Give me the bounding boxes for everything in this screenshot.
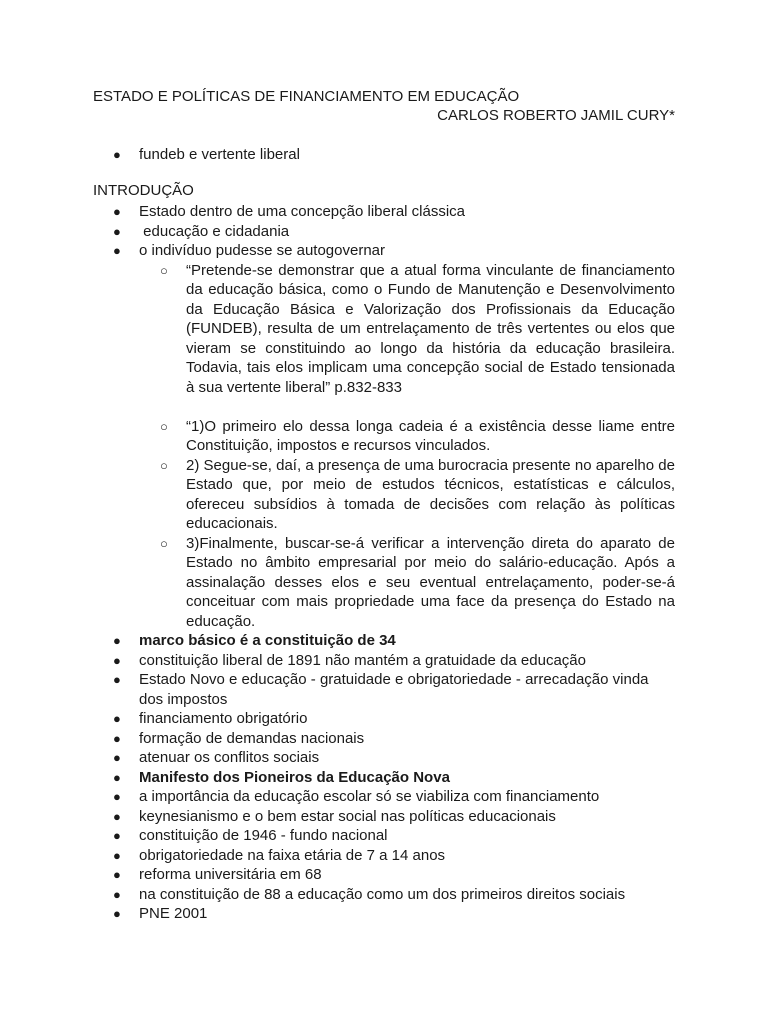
sub-bullet-icon: ○ xyxy=(160,262,168,278)
sub-bullet-icon: ○ xyxy=(160,535,168,551)
list-item xyxy=(93,709,675,729)
list-item-text: Estado dentro de uma concepção liberal clássica xyxy=(139,203,466,220)
list-item xyxy=(93,202,675,222)
list-item xyxy=(93,670,675,709)
list-item-text: atenuar os conflitos sociais xyxy=(139,749,320,766)
bullet-icon: ● xyxy=(113,223,121,239)
document-author: CARLOS ROBERTO JAMIL CURY* xyxy=(437,107,675,124)
list-item-text: reforma universitária em 68 xyxy=(139,866,322,883)
quote-text: 3)Finalmente, buscar-se-á verificar a intervenção direta do aparato de Estado no âmbito empresarial por meio do salário-educação. Após a assinalação desses elos e seu eventual entrelaçamento, poder-se-á conceituar com mais propriedade uma face da presença do Estado na educação. xyxy=(186,534,675,630)
list-item xyxy=(93,631,675,651)
bullet-icon: ● xyxy=(113,243,121,258)
list-item-text: financiamento obrigatório xyxy=(139,710,308,727)
list-item xyxy=(93,904,675,924)
list-item xyxy=(93,241,675,261)
bullet-icon: ● xyxy=(113,906,121,921)
blank-line xyxy=(93,397,675,417)
bullet-icon: ● xyxy=(113,847,121,863)
quote-text: 2) Segue-se, daí, a presença de uma burocracia presente no aparelho de Estado que, por meio de estudos técnicos, estatísticas e cálculos, ofereceu subsídios à tomada de decisões com relação às políticas educacionais. xyxy=(186,456,675,532)
quote-text: “1)O primeiro elo dessa longa cadeia é a existência desse liame entre Constituição, impostos e recursos vinculados. xyxy=(186,417,675,454)
top-bullet-list xyxy=(93,145,683,165)
list-item xyxy=(93,145,683,165)
list-item xyxy=(93,885,675,905)
list-item xyxy=(93,807,675,827)
quote-item xyxy=(93,261,675,398)
list-item-text: Estado Novo e educação - gratuidade e obrigatoriedade - arrecadação vinda dos impostos xyxy=(139,671,649,708)
bullet-icon: ● xyxy=(113,789,121,804)
list-item-text: educação e cidadania xyxy=(139,222,290,240)
list-item-text: fundeb e vertente liberal xyxy=(139,146,300,163)
list-item xyxy=(93,748,675,768)
bullet-icon: ● xyxy=(113,750,121,765)
list-item xyxy=(93,651,675,671)
list-item-text: na constituição de 88 a educação como um dos primeiros direitos sociais xyxy=(139,885,626,903)
list-item xyxy=(93,865,675,885)
list-item-text: keynesianismo e o bem estar social nas políticas educacionais xyxy=(139,807,556,825)
list-item xyxy=(93,222,675,242)
list-item-text: o indivíduo pudesse se autogovernar xyxy=(139,242,386,259)
quote-item xyxy=(93,417,675,456)
sub-bullet-icon: ○ xyxy=(160,457,168,473)
bullet-icon: ● xyxy=(113,730,121,746)
quote-text: “Pretende-se demonstrar que a atual forma vinculante de financiamento da educação básica, como o Fundo de Manutenção e Desenvolvimento da Educação Básica e Valorização dos Profissionais da Educação (FUNDEB), resulta de um entrelaçamento de três vertentes ou elos que vieram se constituindo ao longo da história da educação brasileira. Todavia, tais elos implicam uma concepção social de Estado tensionada à sua vertente liberal” p.832-833 xyxy=(186,261,675,396)
bullet-icon: ● xyxy=(113,808,121,824)
list-item-text: constituição de 1946 - fundo nacional xyxy=(139,827,388,844)
quote-item xyxy=(93,534,675,632)
list-item-text: formação de demandas nacionais xyxy=(139,729,365,747)
list-item xyxy=(93,846,675,866)
intro-bullet-list xyxy=(93,202,675,924)
bullet-icon: ● xyxy=(113,769,121,785)
bullet-icon: ● xyxy=(113,867,121,882)
quote-item xyxy=(93,456,675,534)
bullet-icon: ● xyxy=(113,828,121,843)
list-item-text: constituição liberal de 1891 não mantém a gratuidade da educação xyxy=(139,651,586,669)
list-item xyxy=(93,768,675,788)
list-item-text: Manifesto dos Pioneiros da Educação Nova xyxy=(139,768,450,786)
list-item xyxy=(93,729,675,749)
list-item xyxy=(93,787,675,807)
list-item-text: a importância da educação escolar só se viabiliza com financiamento xyxy=(139,788,600,805)
list-item xyxy=(93,826,675,846)
sub-bullet-icon: ○ xyxy=(160,418,168,434)
list-item-text: marco básico é a constituição de 34 xyxy=(139,632,396,649)
bullet-icon: ● xyxy=(113,633,121,648)
bullet-icon: ● xyxy=(113,711,121,726)
document-title: ESTADO E POLÍTICAS DE FINANCIAMENTO EM EDUCAÇÃO xyxy=(93,88,520,105)
bullet-icon: ● xyxy=(113,204,121,219)
bullet-icon: ● xyxy=(113,886,121,902)
intro-heading: INTRODUÇÃO xyxy=(93,182,194,199)
bullet-icon: ● xyxy=(113,652,121,668)
list-item-text: PNE 2001 xyxy=(139,905,208,922)
list-item-text: obrigatoriedade na faixa etária de 7 a 14 anos xyxy=(139,846,446,864)
bullet-icon: ● xyxy=(113,147,121,162)
bullet-icon: ● xyxy=(113,672,121,687)
